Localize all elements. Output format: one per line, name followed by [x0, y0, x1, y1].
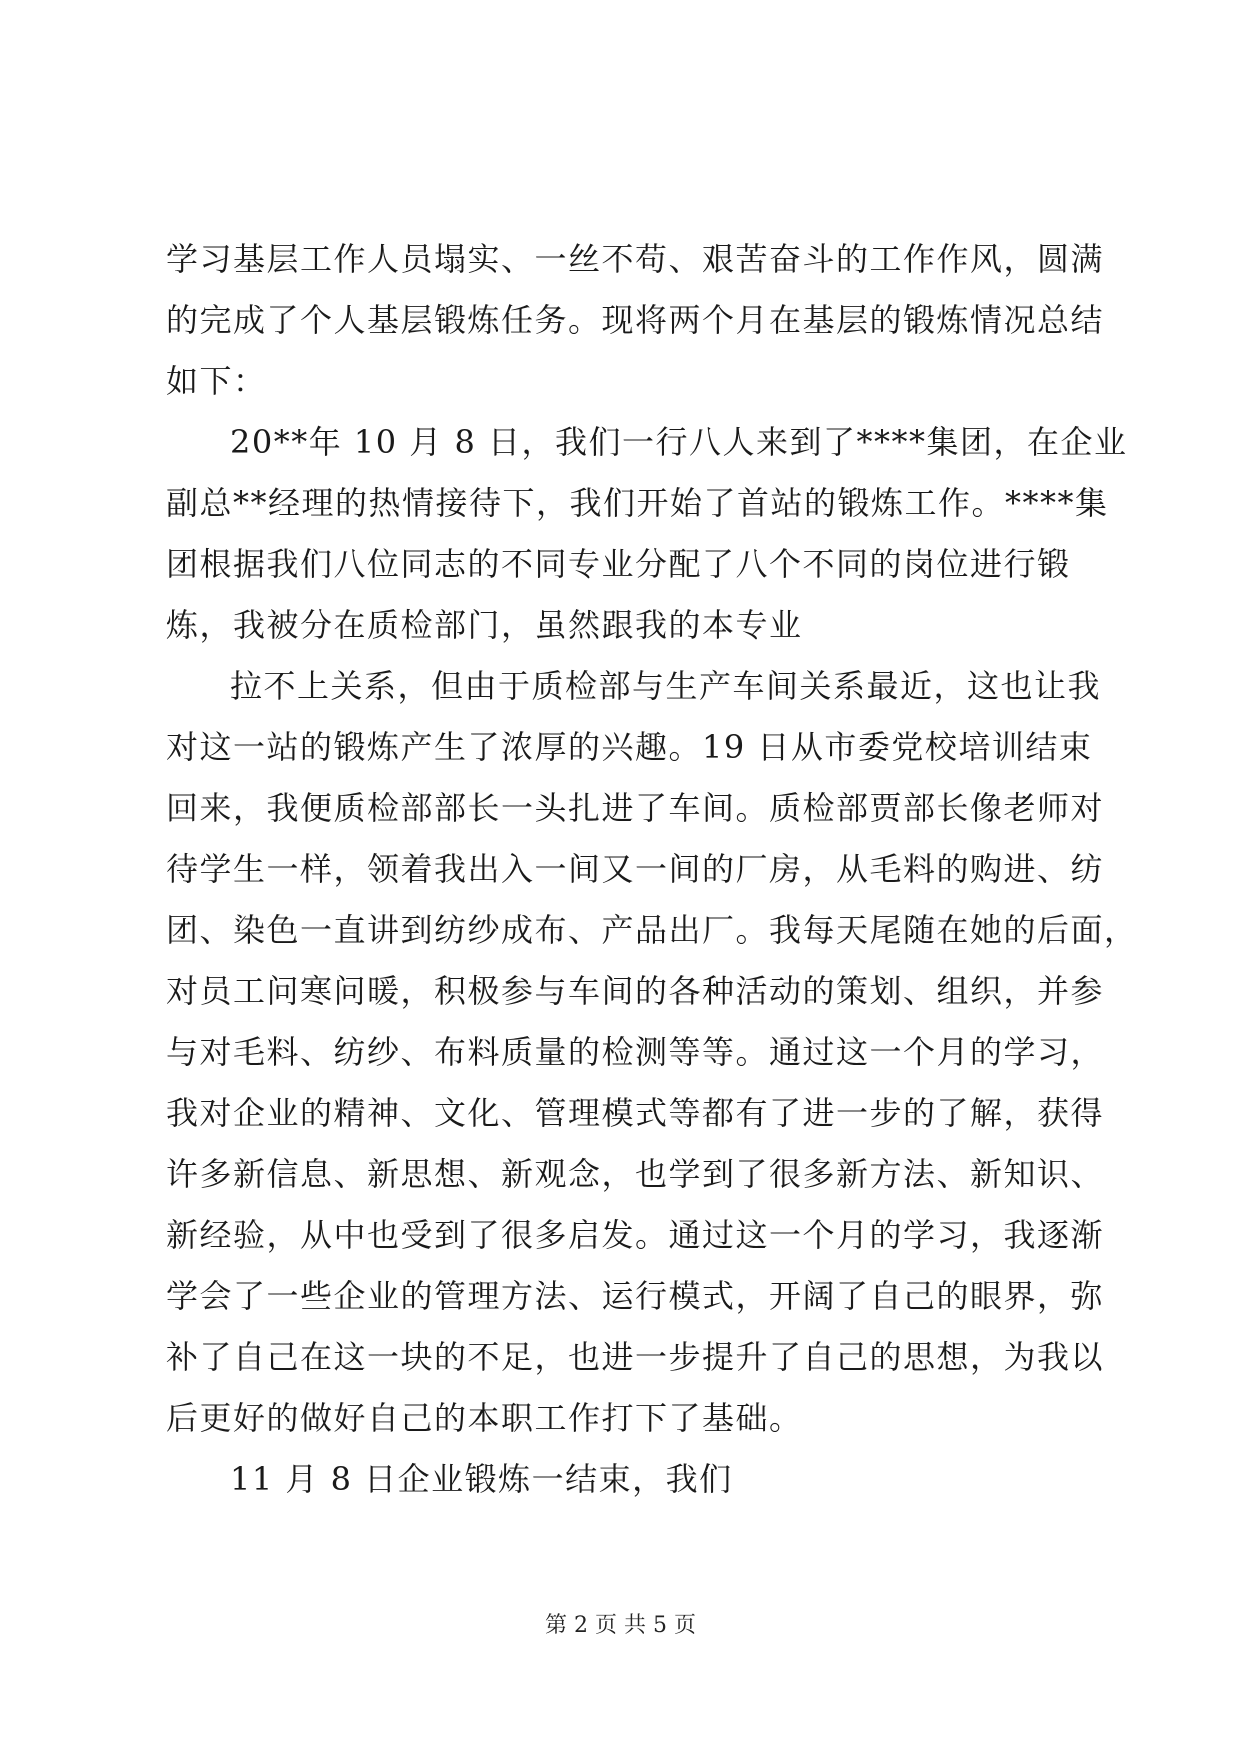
text-line: 团根据我们八位同志的不同专业分配了八个不同的岗位进行锻 [166, 545, 1071, 583]
paragraph [166, 1449, 1086, 1510]
text-line: 如下： [166, 362, 267, 400]
paragraph [166, 229, 1105, 412]
text-line: 回来，我便质检部部长一头扎进了车间。质检部贾部长像老师对 [166, 789, 1105, 827]
text-line: 对员工问寒问暖，积极参与车间的各种活动的策划、组织，并参 [166, 972, 1105, 1010]
text-line: 11 月 8 日企业锻炼一结束，我们 [230, 1460, 733, 1498]
text-line: 我对企业的精神、文化、管理模式等都有了进一步的了解，获得 [166, 1094, 1105, 1132]
text-line: 新经验，从中也受到了很多启发。通过这一个月的学习，我逐渐 [166, 1216, 1105, 1254]
text-line: 待学生一样，领着我出入一间又一间的厂房，从毛料的购进、纺 [166, 850, 1105, 888]
text-line: 许多新信息、新思想、新观念，也学到了很多新方法、新知识、 [166, 1155, 1105, 1193]
text-line: 后更好的做好自己的本职工作打下了基础。 [166, 1399, 803, 1437]
text-line: 团、染色一直讲到纺纱成布、产品出厂。我每天尾随在她的后面， [166, 911, 1138, 949]
paragraph [166, 656, 1138, 1449]
text-line: 20**年 10 月 8 日，我们一行八人来到了****集团，在企业 [230, 423, 1128, 461]
paragraph [166, 412, 1128, 656]
text-line: 对这一站的锻炼产生了浓厚的兴趣。19 日从市委党校培训结束 [166, 728, 1093, 766]
text-line: 副总**经理的热情接待下，我们开始了首站的锻炼工作。****集 [166, 484, 1109, 522]
text-line: 与对毛料、纺纱、布料质量的检测等等。通过这一个月的学习， [166, 1033, 1105, 1071]
text-line: 学习基层工作人员塌实、一丝不苟、艰苦奋斗的工作作风，圆满 [166, 240, 1105, 278]
text-line: 学会了一些企业的管理方法、运行模式，开阔了自己的眼界，弥 [166, 1277, 1105, 1315]
text-line: 炼，我被分在质检部门，虽然跟我的本专业 [166, 606, 803, 644]
text-line: 拉不上关系，但由于质检部与生产车间关系最近，这也让我 [230, 667, 1102, 705]
text-line: 补了自己在这一块的不足，也进一步提升了自己的思想，为我以 [166, 1338, 1105, 1376]
text-line: 的完成了个人基层锻炼任务。现将两个月在基层的锻炼情况总结 [166, 301, 1105, 339]
document-body [166, 229, 1138, 1510]
page-number-footer: 第 2 页 共 5 页 [545, 1613, 696, 1638]
